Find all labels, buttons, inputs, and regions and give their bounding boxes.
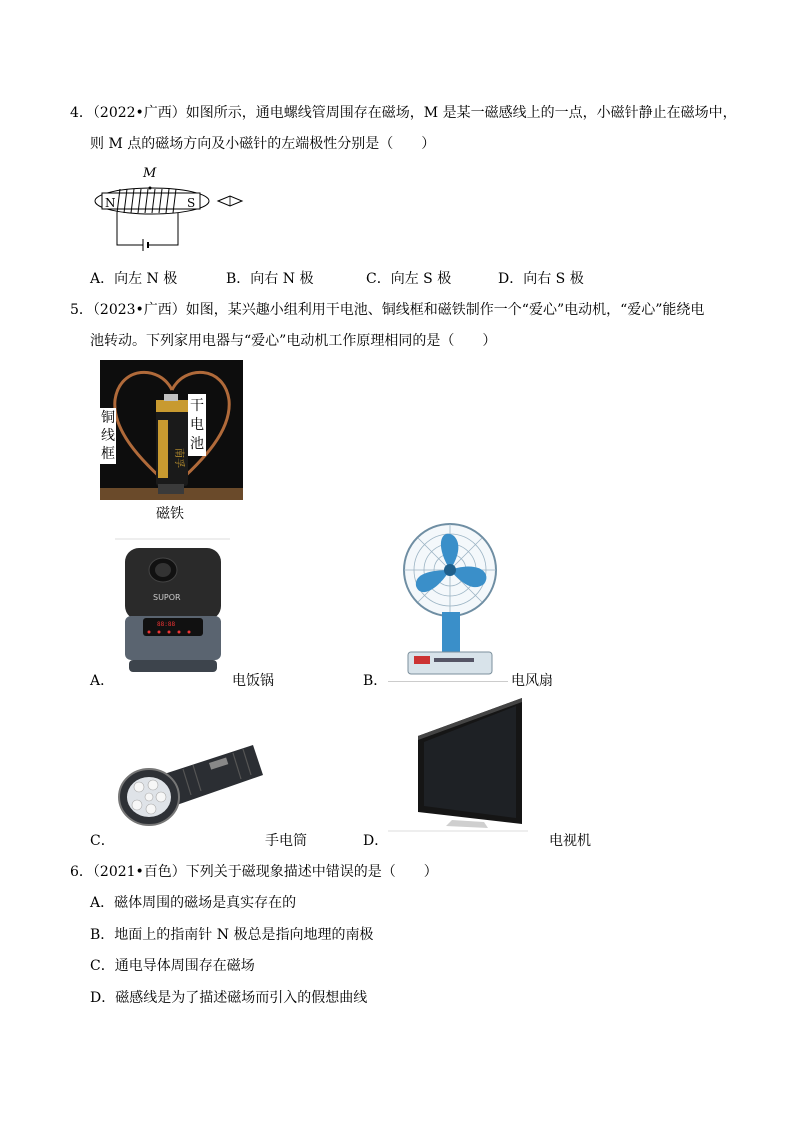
flashlight-image [113, 735, 265, 835]
rice-cooker-image [115, 538, 230, 678]
copper-frame-label-1: 铜 [101, 410, 115, 426]
q5-option-a-name: 电饭锅 [232, 673, 274, 689]
q4-line1: 4．（2022•广西）如图所示，通电螺线管周围存在磁场，M 是某一磁感线上的一点，小磁针静止在磁场中， [70, 105, 737, 121]
magnet-caption: 磁铁 [156, 506, 184, 522]
q6-option-b: B．地面上的指南针 N 极总是指向地理的南极 [90, 927, 374, 943]
q5-option-b-name: 电风扇 [511, 673, 553, 689]
q4-option-d: D．向右 S 极 [498, 271, 584, 287]
q5-option-d-name: 电视机 [549, 833, 591, 849]
south-pole-label: S [187, 196, 196, 210]
copper-frame-label-3: 框 [101, 446, 115, 462]
point-m-label: M [143, 166, 157, 181]
q5-option-d-letter: D． [363, 833, 389, 849]
q6-option-c: C．通电导体周围存在磁场 [90, 958, 255, 974]
fan-baseline [388, 681, 508, 682]
heart-motor-photo [100, 360, 243, 500]
solenoid-core [102, 193, 200, 209]
q4-option-c: C．向左 S 极 [366, 271, 452, 287]
north-pole-label: N [105, 196, 116, 210]
q6-option-d: D．磁感线是为了描述磁场而引入的假想曲线 [90, 990, 368, 1006]
copper-frame-label-2: 线 [101, 428, 115, 444]
q6-line1: 6．（2021•百色）下列关于磁现象描述中错误的是（ ） [70, 864, 438, 880]
q5-line2: 池转动。下列家用电器与“爱心”电动机工作原理相同的是（ ） [90, 333, 497, 349]
battery-brand-text: 南孚 [173, 448, 184, 468]
q4-option-b: B．向右 N 极 [226, 271, 314, 287]
television-image [388, 696, 528, 832]
cooker-display: 88:88 [157, 621, 176, 628]
point-m [149, 187, 152, 190]
cooker-brand: SUPOR [153, 593, 181, 602]
electric-fan-image [388, 522, 513, 682]
q5-option-c-name: 手电筒 [265, 833, 307, 849]
battery-label-2: 电 [190, 417, 204, 433]
q5-option-c-letter: C． [90, 833, 115, 849]
solenoid-diagram [90, 165, 255, 255]
q5-option-b-letter: B． [363, 673, 388, 689]
q5-option-a-letter: A． [90, 673, 115, 689]
q4-option-a: A．向左 N 极 [90, 271, 178, 287]
q4-line2: 则 M 点的磁场方向及小磁针的左端极性分别是（ ） [90, 136, 436, 152]
q6-option-a: A．磁体周围的磁场是真实存在的 [90, 895, 297, 911]
battery-label-1: 干 [190, 398, 204, 414]
battery-label-3: 池 [190, 436, 204, 452]
q5-line1: 5．（2023•广西）如图，某兴趣小组利用干电池、铜线框和磁铁制作一个“爱心”电动机，“爱心”能绕电 [70, 302, 705, 318]
